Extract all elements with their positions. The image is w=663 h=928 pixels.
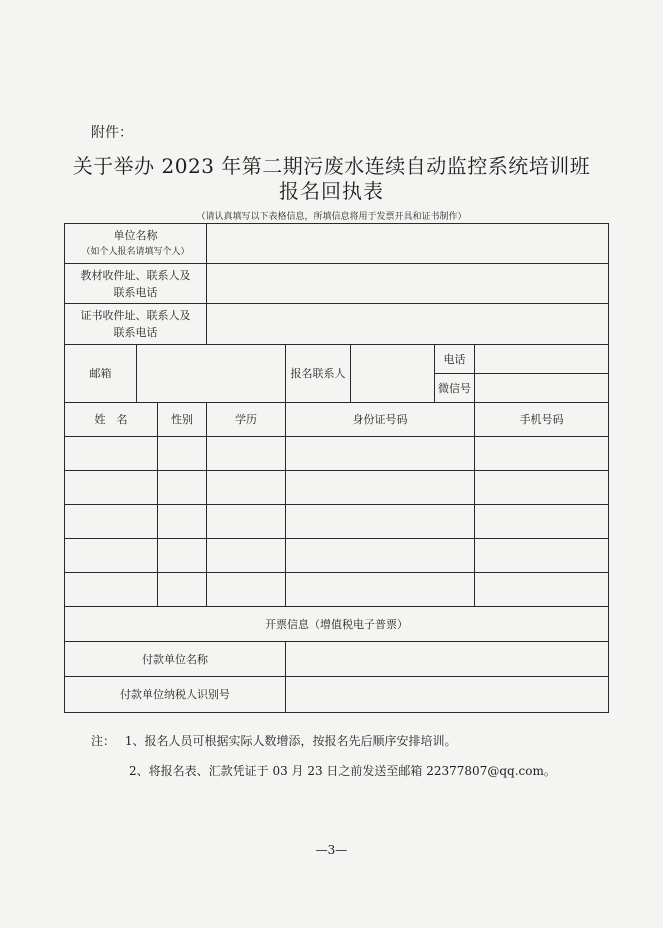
textbook-address-label-line1: 教材收件址、联系人及 <box>80 268 191 282</box>
contact-label: 报名联系人 <box>290 367 346 380</box>
contact-label-cell <box>286 345 351 403</box>
unit-name-field[interactable] <box>207 224 609 264</box>
participant-row <box>65 573 609 607</box>
textbook-address-label-cell <box>65 264 207 304</box>
note-item-1: 1、报名人员可根据实际人数增添，按报名先后顺序安排培训。 <box>124 734 457 748</box>
certificate-address-label-line2: 联系电话 <box>113 326 158 339</box>
participant-education-field[interactable] <box>207 505 286 539</box>
note-line-2 <box>91 756 556 786</box>
unit-name-hint: （如个人报名请填写个人） <box>81 246 190 257</box>
certificate-address-label-cell <box>65 304 207 345</box>
participant-id-field[interactable] <box>286 437 475 471</box>
fill-instruction: （请认真填写以下表格信息，所填信息将用于发票开具和证书制作） <box>196 212 467 222</box>
payer-tax-id-row <box>65 677 609 713</box>
participant-gender-field[interactable] <box>158 471 207 505</box>
participant-gender-field[interactable] <box>158 539 207 573</box>
participant-mobile-field[interactable] <box>475 437 609 471</box>
note-item-2: 2、将报名表、汇款凭证于 03 月 23 日之前发送至邮箱 22377807@qq.com。 <box>129 764 556 778</box>
participant-name-field[interactable] <box>65 505 158 539</box>
payer-name-field[interactable] <box>286 642 609 677</box>
payer-tax-id-label: 付款单位纳税人识别号 <box>65 677 286 713</box>
participant-gender-field[interactable] <box>158 437 207 471</box>
phone-label-cell <box>435 345 475 374</box>
participant-row <box>65 471 609 505</box>
participant-education-field[interactable] <box>207 573 286 607</box>
textbook-address-label-line2: 联系电话 <box>113 285 158 299</box>
participant-id-field[interactable] <box>286 539 475 573</box>
unit-name-label: 单位名称 <box>113 228 158 242</box>
participant-mobile-field[interactable] <box>475 573 609 607</box>
wechat-label: 微信号 <box>438 381 472 395</box>
invoice-header: 开票信息（增值税电子普票） <box>65 607 609 642</box>
participant-row <box>65 437 609 471</box>
column-header-id-number: 身份证号码 <box>286 403 475 437</box>
participant-mobile-field[interactable] <box>475 471 609 505</box>
column-header-gender: 性别 <box>158 403 207 437</box>
contact-field[interactable] <box>351 345 435 403</box>
phone-label: 电话 <box>443 352 466 366</box>
email-label: 邮箱 <box>89 367 112 380</box>
invoice-header-row <box>65 607 609 642</box>
page-number: —3— <box>315 843 348 857</box>
column-header-mobile: 手机号码 <box>475 403 609 437</box>
participant-name-field[interactable] <box>65 437 158 471</box>
textbook-address-row <box>65 264 609 304</box>
participant-row <box>65 505 609 539</box>
notes-prefix: 注： <box>91 734 110 748</box>
document-title: 关于举办 2023 年第二期污废水连续自动监控系统培训班 <box>72 154 591 178</box>
contact-row-top <box>65 345 609 374</box>
notes-section <box>91 726 556 786</box>
participant-education-field[interactable] <box>207 471 286 505</box>
payer-name-label: 付款单位名称 <box>65 642 286 677</box>
textbook-address-field[interactable] <box>207 264 609 304</box>
participant-name-field[interactable] <box>65 471 158 505</box>
certificate-address-field[interactable] <box>207 304 609 345</box>
certificate-address-label-line1: 证书收件址、联系人及 <box>80 309 191 322</box>
participants-header-row <box>65 403 609 437</box>
participant-id-field[interactable] <box>286 471 475 505</box>
payer-tax-id-field[interactable] <box>286 677 609 713</box>
participant-name-field[interactable] <box>65 573 158 607</box>
document-subtitle: 报名回执表 <box>279 179 384 203</box>
participant-id-field[interactable] <box>286 505 475 539</box>
participant-row <box>65 539 609 573</box>
participant-education-field[interactable] <box>207 437 286 471</box>
payer-name-row <box>65 642 609 677</box>
note-line-1 <box>91 726 556 756</box>
wechat-label-cell <box>435 374 475 403</box>
email-field[interactable] <box>137 345 286 403</box>
participant-mobile-field[interactable] <box>475 539 609 573</box>
unit-name-label-cell <box>65 224 207 264</box>
certificate-address-row <box>65 304 609 345</box>
wechat-field[interactable] <box>475 374 609 403</box>
participant-gender-field[interactable] <box>158 505 207 539</box>
phone-field[interactable] <box>475 345 609 374</box>
attachment-label: 附件： <box>91 125 133 141</box>
column-header-education: 学历 <box>207 403 286 437</box>
registration-form-table <box>64 223 609 713</box>
participant-education-field[interactable] <box>207 539 286 573</box>
participant-name-field[interactable] <box>65 539 158 573</box>
email-label-cell <box>65 345 137 403</box>
unit-name-row <box>65 224 609 264</box>
column-header-name: 姓 名 <box>65 403 158 437</box>
participant-mobile-field[interactable] <box>475 505 609 539</box>
participant-gender-field[interactable] <box>158 573 207 607</box>
participant-id-field[interactable] <box>286 573 475 607</box>
